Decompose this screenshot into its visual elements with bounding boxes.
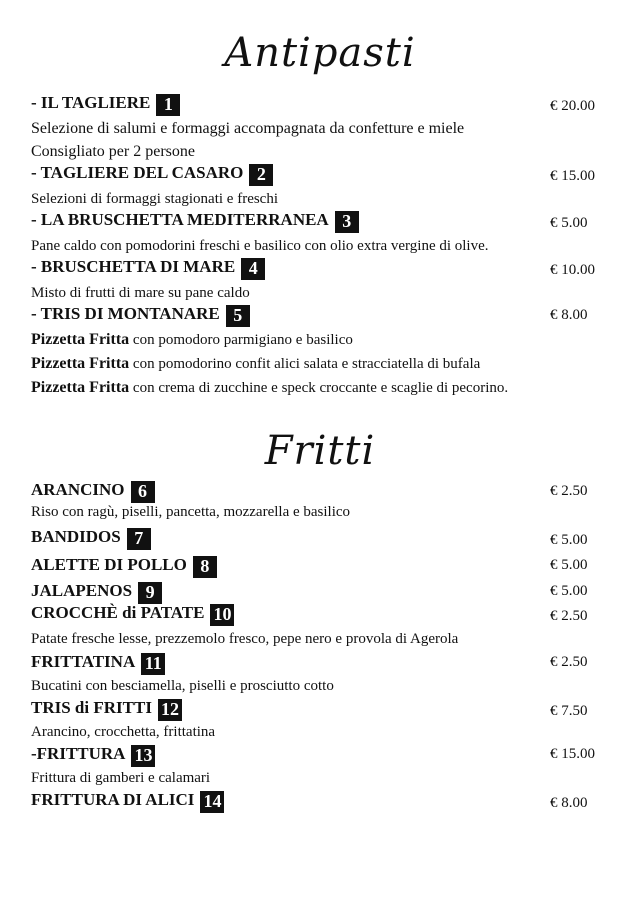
pizzetta-line: Pizzetta Fritta con pomodoro parmigiano e basilico — [31, 331, 353, 348]
item-description: Arancino, crocchetta, frittatina — [31, 724, 216, 740]
item-price: € 8.00 — [550, 307, 588, 323]
menu-item-name: - TAGLIERE DEL CASARO 2 — [31, 163, 273, 186]
item-price: € 15.00 — [550, 746, 595, 762]
item-price: € 7.50 — [550, 703, 588, 719]
item-number-badge: 6 — [131, 481, 155, 503]
item-description: Riso con ragù, piselli, pancetta, mozzarella e basilico — [31, 504, 351, 520]
menu-item-name: - BRUSCHETTA DI MARE 4 — [31, 257, 265, 280]
item-price: € 5.00 — [550, 532, 588, 548]
item-price: € 8.00 — [550, 795, 588, 811]
item-price: € 2.50 — [550, 654, 588, 670]
item-price: € 5.00 — [550, 557, 588, 573]
item-price: € 2.50 — [550, 608, 588, 624]
menu-item-name: - LA BRUSCHETTA MEDITERRANEA 3 — [31, 210, 359, 233]
item-price: € 5.00 — [550, 583, 588, 599]
menu-item-name: - IL TAGLIERE 1 — [31, 93, 180, 116]
item-number-badge: 5 — [226, 305, 250, 327]
item-number-badge: 7 — [127, 528, 151, 550]
item-number-badge: 3 — [335, 211, 359, 233]
item-description: Patate fresche lesse, prezzemolo fresco, pepe nero e provola di Agerola — [31, 631, 459, 647]
item-number-badge: 12 — [158, 699, 182, 721]
item-number-badge: 8 — [193, 556, 217, 578]
menu-item-name: JALAPENOS 9 — [31, 581, 162, 604]
menu-item-name: ALETTE DI POLLO 8 — [31, 555, 217, 578]
menu-item-name: TRIS di FRITTI 12 — [31, 698, 182, 721]
item-number-badge: 13 — [131, 745, 155, 767]
item-description: Misto di frutti di mare su pane caldo — [31, 285, 250, 301]
pizzetta-line: Pizzetta Fritta con pomodorino confit alici salata e stracciatella di bufala — [31, 355, 481, 372]
pizzetta-line: Pizzetta Fritta con crema di zucchine e speck croccante e scaglie di pecorino. — [31, 379, 509, 396]
item-description: Selezioni di formaggi stagionati e freschi — [31, 191, 279, 207]
item-number-badge: 2 — [249, 164, 273, 186]
item-number-badge: 10 — [210, 604, 234, 626]
item-number-badge: 1 — [156, 94, 180, 116]
menu-item-name: CROCCHÈ di PATATE 10 — [31, 603, 234, 626]
item-number-badge: 4 — [241, 258, 265, 280]
item-description: Bucatini con besciamella, piselli e prosciutto cotto — [31, 678, 334, 694]
item-number-badge: 9 — [138, 582, 162, 604]
menu-item-name: BANDIDOS 7 — [31, 527, 151, 550]
menu-item-name: - TRIS DI MONTANARE 5 — [31, 304, 250, 327]
section-title-fritti: Fritti — [264, 428, 376, 474]
menu-item-name: FRITTATINA 11 — [31, 652, 165, 675]
item-price: € 2.50 — [550, 483, 588, 499]
item-price: € 10.00 — [550, 262, 595, 278]
menu-item-name: ARANCINO 6 — [31, 480, 155, 503]
item-description: Pane caldo con pomodorini freschi e basilico con olio extra vergine di olive. — [31, 238, 489, 254]
item-number-badge: 11 — [141, 653, 165, 675]
item-price: € 20.00 — [550, 98, 595, 114]
item-description: Selezione di salumi e formaggi accompagnata da confetture e miele — [31, 120, 465, 137]
item-description: Consigliato per 2 persone — [31, 143, 195, 160]
item-price: € 15.00 — [550, 168, 595, 184]
item-price: € 5.00 — [550, 215, 588, 231]
item-description: Frittura di gamberi e calamari — [31, 770, 211, 786]
menu-item-name: -FRITTURA 13 — [31, 744, 155, 767]
item-number-badge: 14 — [200, 791, 224, 813]
section-title-antipasti: Antipasti — [224, 30, 416, 76]
menu-item-name: FRITTURA DI ALICI 14 — [31, 790, 224, 813]
